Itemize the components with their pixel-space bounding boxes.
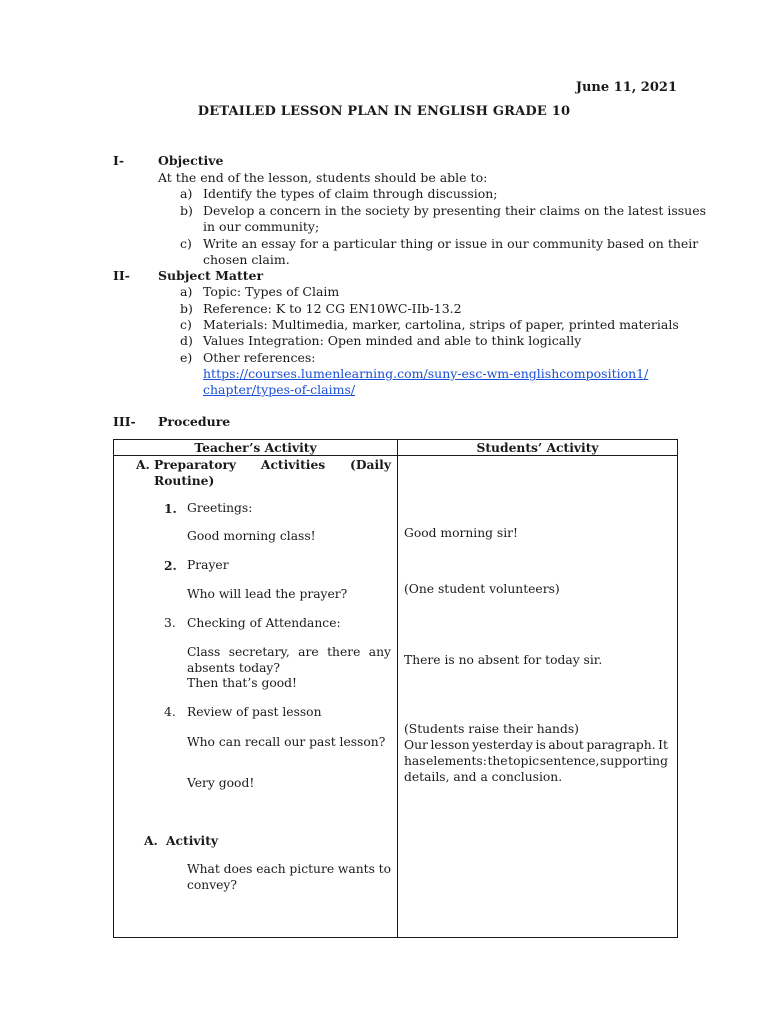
subject-item-text: Other references: [203, 350, 316, 365]
greet-say: Good morning class! [187, 529, 316, 543]
review-word: elements: [426, 754, 487, 768]
review-word: lesson [430, 738, 470, 752]
greet-reply: Good morning sir! [404, 526, 518, 540]
subject-item-text: Topic: Types of Claim [203, 284, 340, 299]
prayer-step: Prayer [187, 558, 229, 572]
activity-label: A. [144, 833, 158, 848]
objective-item-label: a) [180, 186, 193, 201]
prayer-number: 2. [164, 558, 177, 573]
section-title-objective: Objective [158, 153, 224, 168]
prayer-say: Who will lead the prayer? [187, 587, 348, 601]
activity-word: wants [337, 862, 375, 876]
attend-word: any [368, 645, 391, 659]
review-answer-line2 [404, 754, 668, 768]
subject-item-label: a) [180, 284, 193, 299]
subject-item-text: Materials: Multimedia, marker, cartolina, strips of paper, printed materials [203, 317, 679, 332]
reference-link[interactable]: chapter/types-of-claims/ [203, 382, 356, 397]
header-students-activity: Students’ Activity [398, 440, 678, 456]
review-reply: (Students raise their hands) [404, 722, 579, 736]
activity-word: What [187, 862, 220, 876]
objective-item-text: Develop a concern in the society by presenting their claims on the latest issues [203, 203, 707, 218]
review-word: paragraph. [586, 738, 656, 752]
document-date: June 11, 2021 [575, 80, 677, 95]
attend-reply: There is no absent for today sir. [404, 653, 603, 667]
attend-say-line2: absents today? [187, 661, 280, 675]
procedure-table [113, 439, 678, 938]
subject-item-label: b) [180, 301, 193, 316]
objective-item-label: c) [180, 236, 192, 251]
attend-word: Class [187, 645, 221, 659]
review-answer [404, 738, 668, 752]
review-word: sentence, [539, 754, 600, 768]
section-number-subject: II- [113, 268, 130, 283]
prayer-reply: (One student volunteers) [404, 582, 560, 596]
review-step: Review of past lesson [187, 705, 322, 719]
section-title-procedure: Procedure [158, 414, 231, 429]
teacher-activity-cell [114, 456, 398, 938]
attend-word: secretary, [228, 645, 290, 659]
prep-word: Activities [260, 457, 326, 472]
attend-say [187, 645, 391, 659]
objective-item-text: chosen claim. [203, 252, 290, 267]
review-word: has [404, 754, 426, 768]
prep-word: (Daily [350, 457, 391, 472]
subject-item-label: c) [180, 317, 192, 332]
reference-link[interactable]: https://courses.lumenlearning.com/suny-esc-wm-englishcomposition1/ [203, 366, 649, 381]
header-teacher-activity: Teacher’s Activity [114, 440, 398, 456]
objective-item-text: Identify the types of claim through discussion; [203, 186, 498, 201]
attend-say-line3: Then that’s good! [187, 676, 297, 690]
activity-word: each [256, 862, 286, 876]
subject-item-label: e) [180, 350, 193, 365]
subject-item-text: Reference: K to 12 CG EN10WC-IIb-13.2 [203, 301, 462, 316]
activity-heading: Activity [166, 833, 219, 848]
review-word: It [658, 738, 668, 752]
section-number-procedure: III- [113, 414, 136, 429]
attend-step: Checking of Attendance: [187, 616, 341, 630]
attend-word: there [327, 645, 361, 659]
attend-word: are [298, 645, 319, 659]
section-title-subject: Subject Matter [158, 268, 264, 283]
greet-step: Greetings: [187, 501, 253, 515]
prep-heading-line2: Routine) [154, 473, 215, 488]
objective-item-label: b) [180, 203, 193, 218]
review-say: Who can recall our past lesson? [187, 735, 386, 749]
review-word: Our [404, 738, 428, 752]
review-number: 4. [164, 705, 176, 719]
objective-item-text: Write an essay for a particular thing or issue in our community based on their [203, 236, 699, 251]
review-word: is [535, 738, 546, 752]
activity-question [187, 862, 391, 876]
review-word: topic [508, 754, 540, 768]
section-number-objective: I- [113, 153, 125, 168]
activity-question-line2: convey? [187, 878, 237, 892]
activity-word: does [223, 862, 253, 876]
review-word: the [487, 754, 508, 768]
objective-intro: At the end of the lesson, students should be able to: [158, 170, 488, 185]
objective-item-text: in our community; [203, 219, 320, 234]
prep-label: A. [136, 457, 150, 472]
very-good: Very good! [187, 776, 255, 790]
prep-word: Preparatory [154, 457, 237, 472]
review-word: supporting [600, 754, 668, 768]
students-activity-cell [398, 456, 678, 938]
activity-word: picture [289, 862, 335, 876]
greet-number: 1. [164, 501, 177, 516]
attend-number: 3. [164, 616, 176, 630]
review-word: yesterday [472, 738, 533, 752]
document-title: DETAILED LESSON PLAN IN ENGLISH GRADE 10 [197, 104, 571, 119]
review-word: about [548, 738, 584, 752]
subject-item-label: d) [180, 333, 193, 348]
prep-heading [154, 457, 391, 472]
subject-item-text: Values Integration: Open minded and able to think logically [203, 333, 582, 348]
review-answer-line3: details, and a conclusion. [404, 770, 563, 784]
activity-word: to [378, 862, 391, 876]
